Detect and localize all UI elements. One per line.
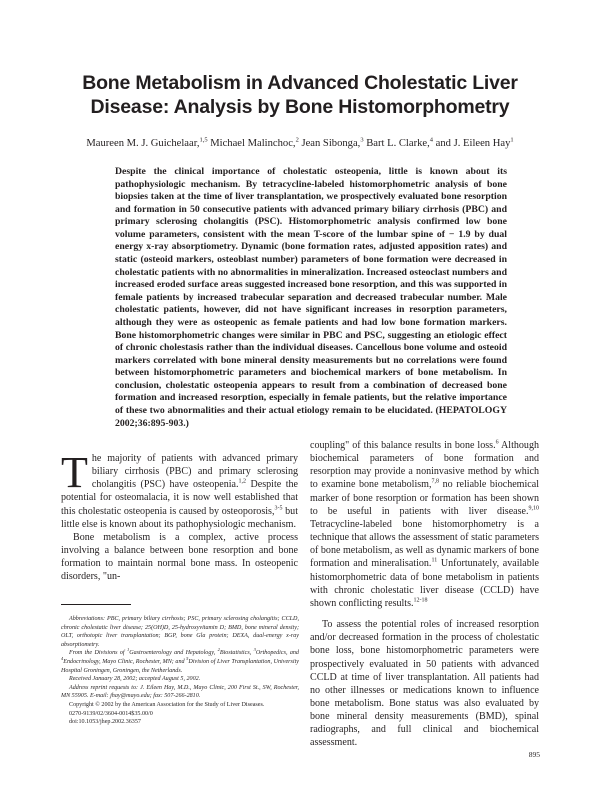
abstract	[115, 166, 507, 430]
paragraph-text: coupling" of this balance results in bone loss.	[310, 440, 496, 451]
note-text: Biostatistics,	[219, 650, 254, 657]
reference-marker: 1,2	[238, 478, 247, 485]
reference-marker: 7,8	[431, 479, 439, 486]
paragraph-text: Although biochemical parameters of bone formation and resorption may provide a noninvasive method by which to examine bone metabolism,	[310, 440, 540, 491]
intro-paragraph-3	[310, 439, 539, 610]
address-note: Address reprint requests to: J. Eileen Hay, M.D., Mayo Clinic, 200 First St., SW, Rochester, MN 55905. E-mail: jhay@mayo.edu; fax: 507-266-2810.	[61, 684, 299, 700]
article-title	[40, 72, 560, 119]
body-column-right	[310, 439, 539, 750]
author-affiliation: 1,5	[199, 136, 208, 144]
affiliations-note	[61, 649, 299, 675]
footnotes	[61, 604, 299, 727]
drop-cap: T	[61, 448, 88, 497]
title-line-1: Bone Metabolism in Advanced Cholestatic Liver	[82, 72, 518, 94]
author-name: Maureen M. J. Guichelaar,	[86, 138, 200, 149]
intro-paragraph-2: Bone metabolism is a complex, active process involving a balance between bone resorption and bone formation to maintain normal bone mass. In osteopenic disorders, "un-	[61, 531, 298, 583]
author-affiliation: 3	[360, 136, 364, 144]
author-name: Jean Sibonga,	[298, 138, 361, 149]
abstract-citation: (HEPATOLOGY 2002;36:895-903.)	[115, 404, 507, 429]
paragraph-text: Tetracycline-labeled bone histomorphometry is a technique that allows the assessment of static parameters of bone metabolism, as well as dynamic markers of bone formation and mineralisation.	[310, 518, 539, 570]
paragraph-text: he majority of patients with advanced primary biliary cirrhosis (PBC) and primary sclerosing cholangitis (PSC) have osteopenia.	[91, 453, 298, 491]
doi-note: doi:10.1053/jhep.2002.36357	[69, 719, 141, 726]
paragraph-text: but little else is known about its pathophysiologic mechanism.	[61, 505, 298, 530]
reference-marker: 11	[431, 558, 438, 565]
author-affiliation: 2	[295, 136, 299, 144]
paragraph-text: Despite the potential for osteomalacia, it is now well established that this cholestatic osteopenia is caused by osteoporosis,	[61, 479, 298, 517]
author-name: Michael Malinchoc,	[207, 138, 296, 149]
intro-paragraph-1	[61, 448, 298, 531]
note-marker: 1	[126, 647, 130, 653]
author-name: and J. Eileen Hay	[433, 138, 511, 149]
note-text: Gastroenterology and Hepatology,	[129, 650, 218, 657]
title-line-2: Disease: Analysis by Bone Histomorphometry	[90, 95, 510, 118]
note-marker: 5	[186, 655, 189, 661]
note-text: From the Divisions of	[69, 650, 127, 657]
reference-marker: 6	[495, 439, 499, 446]
note-text: Endocrinology, Mayo Clinic, Rochester, MN; and	[63, 658, 187, 665]
page-number: 895	[528, 750, 540, 759]
note-marker: 4	[61, 655, 64, 661]
abbreviations-note: Abbreviations: PBC, primary biliary cirrhosis; PSC, primary sclerosing cholangitis; CCLD, chronic cholestatic liver disease; 25(OH)D, 25-hydroxyvitamin D; BMD, bone mineral density; OLT, orthotopic liver transplantation; BGP, bone Gla protein; DEXA, dual-energy x-ray absorptiometry.	[61, 616, 299, 648]
reference-marker: 12-18	[413, 597, 428, 604]
note-text: Orthopedics, and	[255, 650, 299, 657]
note-marker: 2	[217, 647, 220, 653]
paragraph-text: no reliable biochemical marker of bone resorption or formation has been shown to be useful in patients with liver disease.	[310, 479, 539, 517]
reference-marker: 9,10	[528, 505, 539, 512]
author-affiliation: 1	[510, 136, 514, 144]
author-list	[40, 137, 560, 150]
note-text: Division of Liver Transplantation, University Hospital Groningen, Groningen, the Netherlands.	[61, 658, 299, 674]
copyright-note: Copyright © 2002 by the American Association for the Study of Liver Diseases.	[69, 701, 265, 708]
author-affiliation: 4	[429, 136, 434, 144]
abstract-text: Despite the clinical importance of cholestatic osteopenia, little is known about its pathophysiologic mechanism. By tetracycline-labeled histomorphometric analysis of bone biopsies taken at the time of liver transplantation, we prospectively evaluated bone resorption and formation in 50 consecutive patients with advanced primary biliary cirrhosis (PBC) and primary sclerosing cholangitis (PSC). Histomorphometric analysis confirmed low bone volume parameters, consistent with the mean T-score of the lumbar spine of − 1.9 by dual energy x-ray absorptiometry. Dynamic (bone formation rates, adjusted apposition rates) and static (osteoid markers, osteoblast number) parameters of bone formation were decreased in cholestatic patients with no abnormalities in mineralization. Increased osteoclast numbers and increased eroded surface areas suggested increased bone resorption, and this was supported in female patients by increased trabecular separation and decreased trabecular number. Male cholestatic patients, however, did not have significant increases in resorption parameters, although they were as osteopenic as female patients and had low bone formation markers. Bone histomorphometric changes were similar in PBC and PSC, suggesting an etiologic effect of chronic cholestasis rather than the individual diseases. Cancellous bone volume and osteoid markers correlated with bone mineral density measurements but no correlations were found between histomorphometric parameters and biochemical markers of bone metabolism. In conclusion, cholestatic osteopenia appears to result from a combination of decreased bone formation and increased resorption, especially in female patients, but the relative importance of these two abnormalities and their actual etiology remain to be elucidated.	[115, 166, 507, 416]
received-note: Received January 28, 2002; accepted August 5, 2002.	[69, 676, 201, 683]
body-column-left	[61, 448, 298, 584]
intro-paragraph-4: To assess the potential roles of increased resorption and/or decreased formation in the process of cholestatic bone loss, bone histomorphometric parameters were prospectively evaluated in 50 patients with advanced CCLD at time of liver transplantation. All patients had no other illnesses or medications known to influence bone metabolism. Bone status was also evaluated by bone mineral density measurements (BMD), spinal radiographs, and full clinical and biochemical assessment.	[310, 619, 539, 749]
issn-note: 0270-9139/02/3604-0014$35.00/0	[69, 710, 153, 717]
paragraph-text: Unfortunately, available histomorphometric data of bone metabolism in patients with chronic cholestatic liver disease (CCLD) have shown conflicting results.	[310, 558, 540, 609]
author-name: Bart L. Clarke,	[363, 138, 430, 149]
note-marker: 3	[253, 647, 256, 653]
reference-marker: 3-5	[274, 505, 283, 512]
